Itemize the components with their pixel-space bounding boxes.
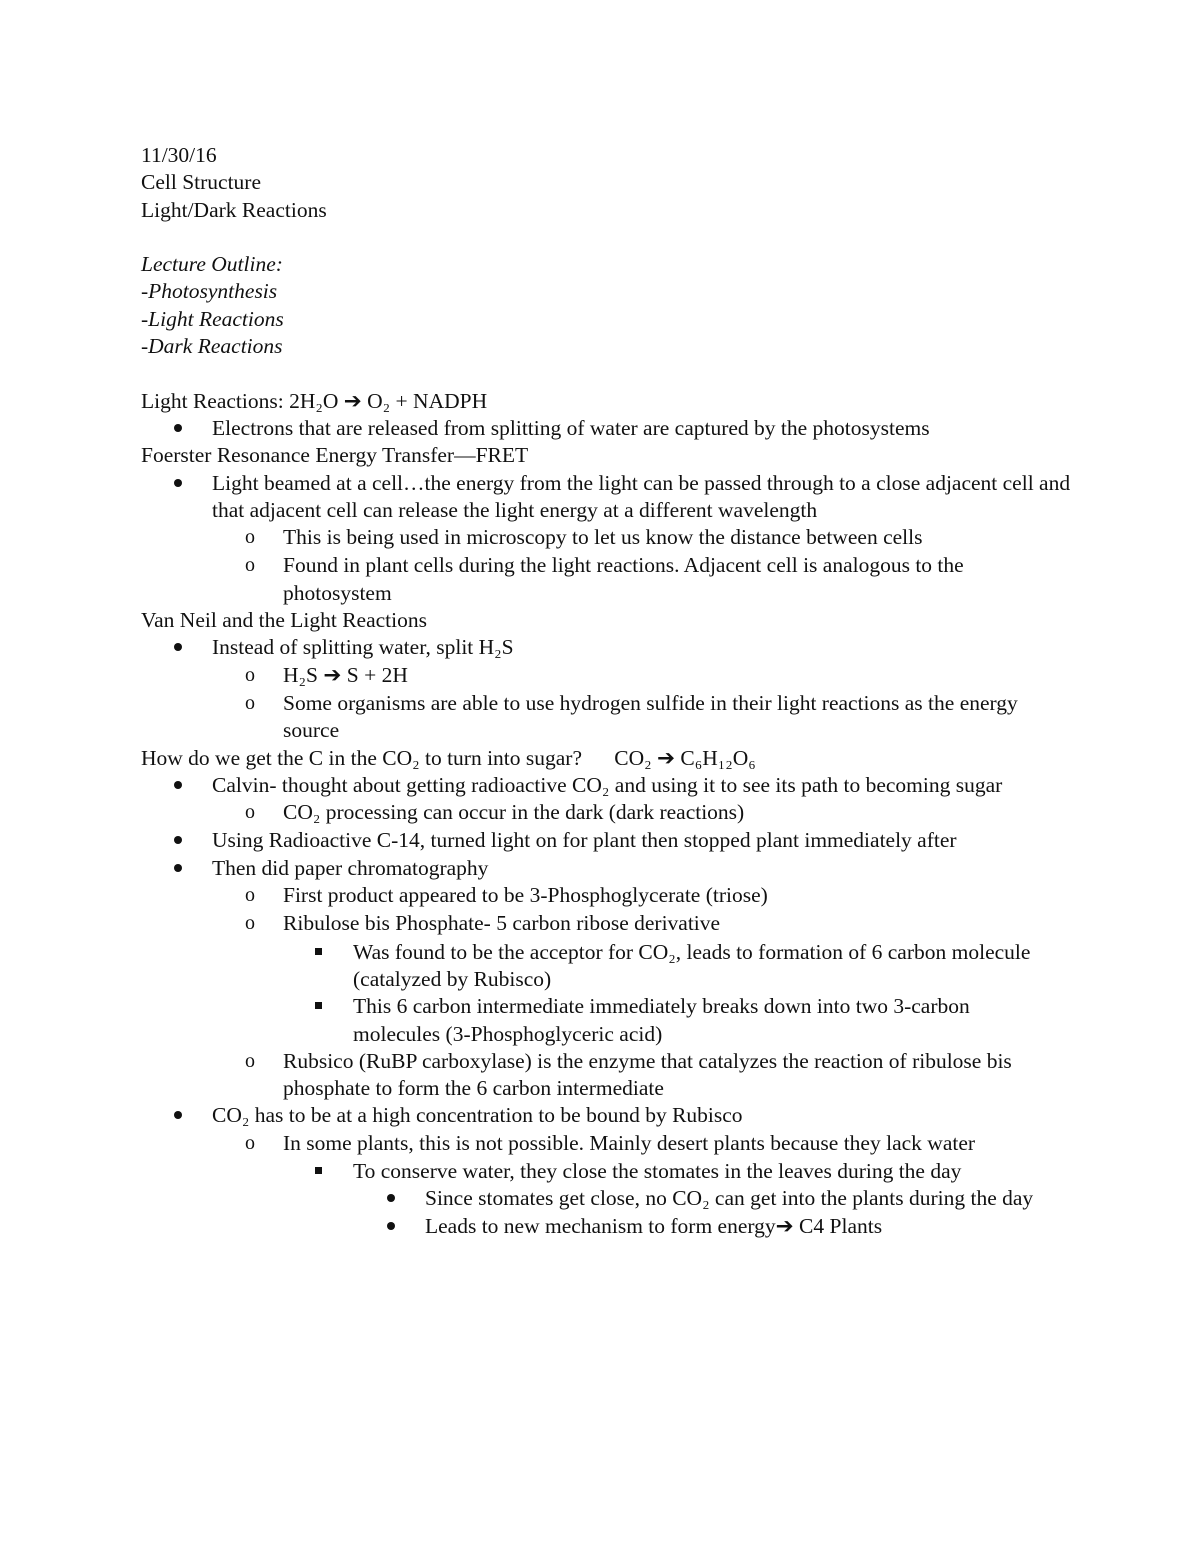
bullet-icon: [174, 864, 182, 872]
bullet-icon: [174, 643, 182, 651]
circle-bullet-icon: o: [245, 884, 255, 907]
bullet-icon: [387, 1194, 395, 1202]
list-item: CO₂ has to be at a high concentration to be bound by Rubisco: [141, 1102, 1101, 1129]
list-item: This 6 carbon intermediate immediately breaks down into two 3-carbon molecules (3-Phosphoglyceric acid): [141, 993, 1101, 1048]
circle-bullet-icon: o: [245, 1131, 255, 1154]
bullet-icon: [174, 479, 182, 487]
outline-title: Lecture Outline:: [141, 252, 283, 277]
list-item: Using Radioactive C-14, turned light on for plant then stopped plant immediately after: [141, 827, 1101, 854]
list-item: o Ribulose bis Phosphate- 5 carbon ribose derivative: [141, 910, 1101, 938]
bullet-icon: [174, 781, 182, 789]
section-heading-light-reactions: Light Reactions: 2H₂O ➔ O₂ + NADPH: [141, 388, 488, 413]
bullet-icon: [174, 424, 182, 432]
square-bullet-icon: [315, 1167, 322, 1174]
list-item: o CO₂ processing can occur in the dark (dark reactions): [141, 799, 1101, 827]
list-item: o In some plants, this is not possible. Mainly desert plants because they lack water: [141, 1130, 1101, 1158]
outline-item: -Dark Reactions: [141, 334, 283, 359]
circle-bullet-icon: o: [245, 554, 255, 577]
bullet-icon: [387, 1222, 395, 1230]
list-item: o Some organisms are able to use hydrogen sulfide in their light reactions as the energy source: [245, 690, 1018, 743]
bullet-icon: [174, 1111, 182, 1119]
outline-item: -Light Reactions: [141, 306, 284, 331]
course-title: Cell Structure: [141, 170, 262, 195]
list-item: Calvin- thought about getting radioactive CO₂ and using it to see its path to becoming sugar: [141, 772, 1101, 799]
circle-bullet-icon: o: [245, 663, 255, 686]
list-item: Was found to be the acceptor for CO₂, leads to formation of 6 carbon molecule (catalyzed by Rubisco): [141, 939, 1101, 994]
list-item: Light beamed at a cell…the energy from the light can be passed through to a close adjacent cell and that adjacent cell can release the light energy at a different wavelength: [141, 470, 1101, 525]
circle-bullet-icon: o: [245, 526, 255, 549]
date: 11/30/16: [141, 143, 217, 167]
circle-bullet-icon: o: [245, 801, 255, 824]
list-item: o First product appeared to be 3-Phosphoglycerate (triose): [141, 882, 1101, 910]
circle-bullet-icon: o: [245, 1049, 255, 1072]
list-item: Leads to new mechanism to form energy➔ C4 Plants: [141, 1213, 1101, 1240]
section-heading-van-neil: Van Neil and the Light Reactions: [141, 608, 427, 633]
square-bullet-icon: [315, 948, 322, 955]
list-item: o H₂S ➔ S + 2H: [141, 662, 1101, 690]
circle-bullet-icon: o: [245, 912, 255, 935]
document-page: [141, 142, 1101, 1240]
list-item: o This is being used in microscopy to let us know the distance between cells: [141, 524, 1101, 552]
square-bullet-icon: [315, 1002, 322, 1009]
topic-title: Light/Dark Reactions: [141, 197, 327, 222]
list-item: Since stomates get close, no CO₂ can get into the plants during the day: [141, 1185, 1101, 1212]
section-heading-fret: Foerster Resonance Energy Transfer—FRET: [141, 443, 529, 468]
section-heading-sugar: How do we get the C in the CO₂ to turn into sugar? CO₂ ➔ C₆H₁₂O₆: [141, 745, 756, 770]
list-item: Electrons that are released from splitting of water are captured by the photosystems: [141, 415, 1101, 442]
list-item: Instead of splitting water, split H₂S: [141, 634, 1101, 661]
bullet-icon: [174, 836, 182, 844]
list-item: o Rubsico (RuBP carboxylase) is the enzyme that catalyzes the reaction of ribulose bis phosphate to form the 6 carbon intermediate: [245, 1048, 1012, 1101]
list-item: To conserve water, they close the stomates in the leaves during the day: [141, 1158, 1101, 1185]
list-item: Then did paper chromatography: [141, 855, 1101, 882]
list-item: o Found in plant cells during the light reactions. Adjacent cell is analogous to the photosystem: [245, 553, 964, 605]
circle-bullet-icon: o: [245, 691, 255, 714]
outline-item: -Photosynthesis: [141, 279, 278, 304]
